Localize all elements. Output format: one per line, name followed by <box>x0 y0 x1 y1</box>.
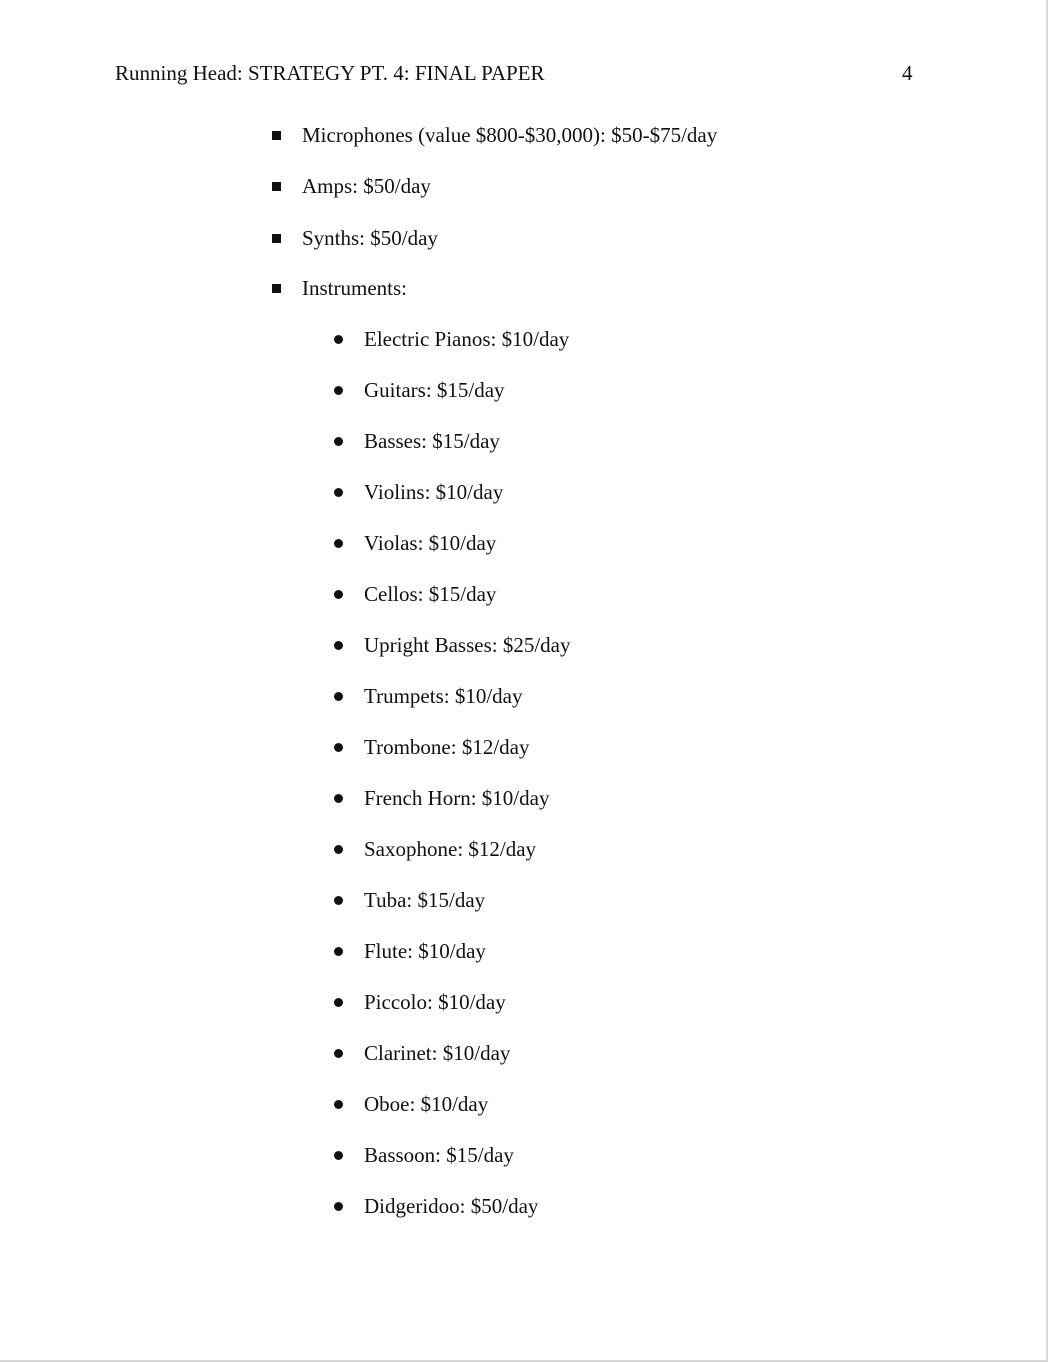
round-bullet-icon <box>334 1202 343 1211</box>
list-item-label: Instruments: <box>302 276 407 300</box>
list-item-label: Microphones (value $800-$30,000): $50-$75/day <box>302 123 718 147</box>
list-item-label: Piccolo: $10/day <box>364 990 506 1014</box>
round-bullet-icon <box>334 386 343 395</box>
list-item-label: Violas: $10/day <box>364 531 497 555</box>
round-bullet-icon <box>334 1151 343 1160</box>
page-number: 4 <box>902 61 913 85</box>
list-item-label: Cellos: $15/day <box>364 582 497 606</box>
round-bullet-icon <box>334 692 343 701</box>
list-item-label: Didgeridoo: $50/day <box>364 1194 539 1218</box>
round-bullet-icon <box>334 437 343 446</box>
list-item-label: Bassoon: $15/day <box>364 1143 514 1167</box>
list-item-label: Basses: $15/day <box>364 429 500 453</box>
square-bullet-icon <box>272 182 281 191</box>
round-bullet-icon <box>334 845 343 854</box>
list-item-label: Trumpets: $10/day <box>364 684 523 708</box>
list-item-label: Guitars: $15/day <box>364 378 505 402</box>
round-bullet-icon <box>334 743 343 752</box>
round-bullet-icon <box>334 641 343 650</box>
round-bullet-icon <box>334 1100 343 1109</box>
list-item-label: Saxophone: $12/day <box>364 837 537 861</box>
round-bullet-icon <box>334 896 343 905</box>
list-item-label: Violins: $10/day <box>364 480 504 504</box>
list-item-label: Synths: $50/day <box>302 226 438 250</box>
round-bullet-icon <box>334 539 343 548</box>
list-item-label: Oboe: $10/day <box>364 1092 489 1116</box>
list-item-label: Upright Basses: $25/day <box>364 633 571 657</box>
list-item-label: Electric Pianos: $10/day <box>364 327 570 351</box>
square-bullet-icon <box>272 131 281 140</box>
square-bullet-icon <box>272 234 281 243</box>
list-item-label: Trombone: $12/day <box>364 735 530 759</box>
running-head: Running Head: STRATEGY PT. 4: FINAL PAPER <box>115 61 545 85</box>
round-bullet-icon <box>334 590 343 599</box>
list-item-label: Clarinet: $10/day <box>364 1041 511 1065</box>
round-bullet-icon <box>334 794 343 803</box>
round-bullet-icon <box>334 1049 343 1058</box>
round-bullet-icon <box>334 488 343 497</box>
list-item-label: French Horn: $10/day <box>364 786 550 810</box>
list-item-label: Tuba: $15/day <box>364 888 486 912</box>
round-bullet-icon <box>334 998 343 1007</box>
square-bullet-icon <box>272 284 281 293</box>
list-item-label: Flute: $10/day <box>364 939 486 963</box>
list-item-label: Amps: $50/day <box>302 174 431 198</box>
round-bullet-icon <box>334 335 343 344</box>
round-bullet-icon <box>334 947 343 956</box>
